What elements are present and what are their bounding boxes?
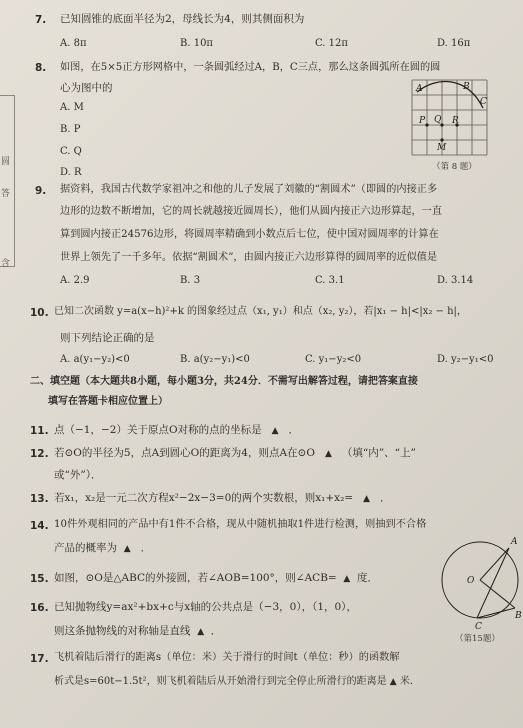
q15-answer-blank[interactable]: ▲ — [343, 574, 351, 584]
q8-label-a: A — [416, 84, 423, 94]
q10-stem-line2: 则下列结论正确的是 — [60, 332, 155, 344]
q8-grid-figure — [407, 78, 497, 173]
q8-label-q: Q — [434, 115, 442, 125]
q15-label-o: O — [467, 576, 475, 586]
q8-number: 8. — [35, 62, 47, 74]
q7-option-b: B. 10π — [180, 38, 214, 49]
q7-option-c: C. 12π — [315, 38, 348, 49]
q16-line1: 已知抛物线y=ax²+bx+c与x轴的公共点是（−3，0），（1，0）， — [54, 601, 357, 613]
q13-number: 13. — [30, 493, 49, 505]
q15-caption: （第15题） — [455, 634, 500, 644]
q8-option-d: D. R — [60, 167, 82, 178]
binding-margin-tab — [0, 95, 15, 267]
q11-answer-blank[interactable]: ▲ — [271, 426, 279, 436]
q14-number: 14. — [30, 520, 49, 532]
q14-line1: 10件外观相同的产品中有1件不合格，现从中随机抽取1件进行检测，则抽到不合格 — [54, 519, 427, 530]
q14-text: 产品的概率为 — [54, 542, 117, 554]
q17-number: 17. — [30, 653, 49, 665]
q12-number: 12. — [30, 448, 49, 460]
q8-caption: （第 8 题） — [432, 162, 477, 172]
q8-label-b: B — [463, 82, 470, 92]
q7-number: 7. — [35, 14, 47, 26]
q8-option-b: B. P — [60, 124, 81, 135]
q17-end: 米． — [399, 676, 420, 687]
q8-option-a: A. M — [60, 102, 84, 113]
q8-stem-line2: 心为图中的 — [60, 82, 113, 94]
q15-number: 15. — [30, 573, 49, 585]
q13-text: 若x₁，x₂是一元二次方程x²−2x−3=0的两个实数根，则x₁+x₂= — [54, 492, 354, 504]
q12-end: （填“内”、“上” — [341, 447, 416, 459]
q9-option-c: C. 3.1 — [315, 275, 345, 286]
q16-line2 — [54, 621, 221, 642]
q15-label-c: C — [475, 622, 482, 632]
q8-label-c: C — [480, 97, 487, 107]
q13-end: ． — [380, 492, 391, 504]
q9-line3: 算到圆内接正24576边形，将圆周率精确到小数点后七位，使中国对圆周率的计算在 — [60, 229, 439, 240]
margin-char-2: 答 — [1, 189, 11, 199]
q12-text: 若⊙O的半径为5，点A到圆心O的距离为4，则点A在⊙O — [54, 447, 315, 459]
q9-option-d: D. 3.14 — [437, 275, 474, 286]
q14-answer-blank[interactable]: ▲ — [123, 544, 131, 554]
q10-number: 10. — [30, 307, 49, 319]
q9-line1: 据资料，我国古代数学家祖冲之和他的儿子发展了刘徽的“割圆术”（即圆的内接正多 — [60, 184, 438, 195]
q16-answer-blank[interactable]: ▲ — [197, 627, 205, 637]
q16-text: 则这条抛物线的对称轴是直线 — [54, 625, 191, 637]
q17-answer-blank[interactable]: ▲ — [389, 677, 397, 687]
q8-label-r: R — [452, 116, 459, 126]
q16-end: ． — [210, 625, 222, 637]
q12-stem — [54, 443, 416, 464]
q7-option-a: A. 8π — [60, 38, 87, 49]
q15-label-a: A — [511, 537, 518, 547]
q11-end: ． — [288, 424, 300, 436]
q17-text: 析式是s=60t−1.5t²，则飞机着陆后从开始滑行到完全停止所滑行的距离是 — [54, 676, 387, 687]
q17-line1: 飞机着陆后滑行的距离s（单位：米）关于滑行的时间t（单位：秒）的函数解 — [54, 652, 400, 663]
q10-stem-line1: 已知二次函数 y=a(x−h)²+k 的图象经过点（x₁, y₁）和点（x₂, y₂），若|x₁ − h|<|x₂ − h|， — [54, 306, 467, 317]
q15-circle-figure — [437, 530, 523, 642]
q9-line4: 世界上领先了一千多年。依据“割圆术”，由圆内接正六边形算得的圆周率的近似值是 — [60, 252, 438, 263]
margin-char-3: 含 — [1, 259, 11, 269]
q15-label-b: B — [515, 611, 522, 621]
q7-stem: 已知圆锥的底面半径为2，母线长为4，则其侧面积为 — [60, 13, 305, 25]
q12-line2: 或“外”）． — [54, 469, 102, 481]
q14-end: ． — [140, 542, 152, 554]
q11-number: 11. — [30, 425, 49, 437]
q12-answer-blank[interactable]: ▲ — [324, 449, 332, 459]
q11-stem — [54, 420, 299, 441]
q14-line2 — [54, 538, 151, 559]
q9-option-b: B. 3 — [180, 275, 201, 286]
q10-option-d: D. y₂−y₁<0 — [437, 354, 494, 365]
q15-end: 度． — [357, 572, 379, 584]
q9-option-a: A. 2.9 — [60, 275, 90, 286]
q9-number: 9. — [35, 185, 47, 197]
q10-option-b: B. a(y₂−y₁)<0 — [180, 354, 250, 365]
section-2-header-line1: 二、填空题（本大题共8小题，每小题3分，共24分．不需写出解答过程，请把答案直接 — [30, 376, 418, 387]
q13-answer-blank[interactable]: ▲ — [363, 494, 371, 504]
q10-option-a: A. a(y₁−y₂)<0 — [60, 354, 130, 365]
q8-stem-line1: 如图，在5×5正方形网格中，一条圆弧经过A，B，C三点，那么这条圆弧所在圆的圆 — [60, 62, 441, 73]
q8-label-m: M — [437, 143, 447, 153]
q8-option-c: C. Q — [60, 146, 82, 157]
margin-char-1: 圆 — [1, 157, 11, 167]
q11-text: 点（−1，−2）关于原点O对称的点的坐标是 — [54, 424, 262, 436]
q17-line2 — [54, 672, 420, 692]
q15-stem — [54, 568, 378, 589]
q15-text: 如图，⊙O是△ABC的外接圆，若∠AOB=100°，则∠ACB= — [54, 572, 337, 584]
q10-option-c: C. y₁−y₂<0 — [305, 354, 362, 365]
section-2-header-line2: 填写在答题卡相应位置上） — [48, 396, 168, 407]
q13-stem — [54, 488, 391, 509]
q8-label-p: P — [419, 116, 426, 126]
q7-option-d: D. 16π — [437, 38, 471, 49]
q16-number: 16. — [30, 602, 49, 614]
q9-line2: 边形的边数不断增加，它的周长就越接近圆周长），他们从圆内接正六边形算起，一直 — [60, 206, 443, 217]
